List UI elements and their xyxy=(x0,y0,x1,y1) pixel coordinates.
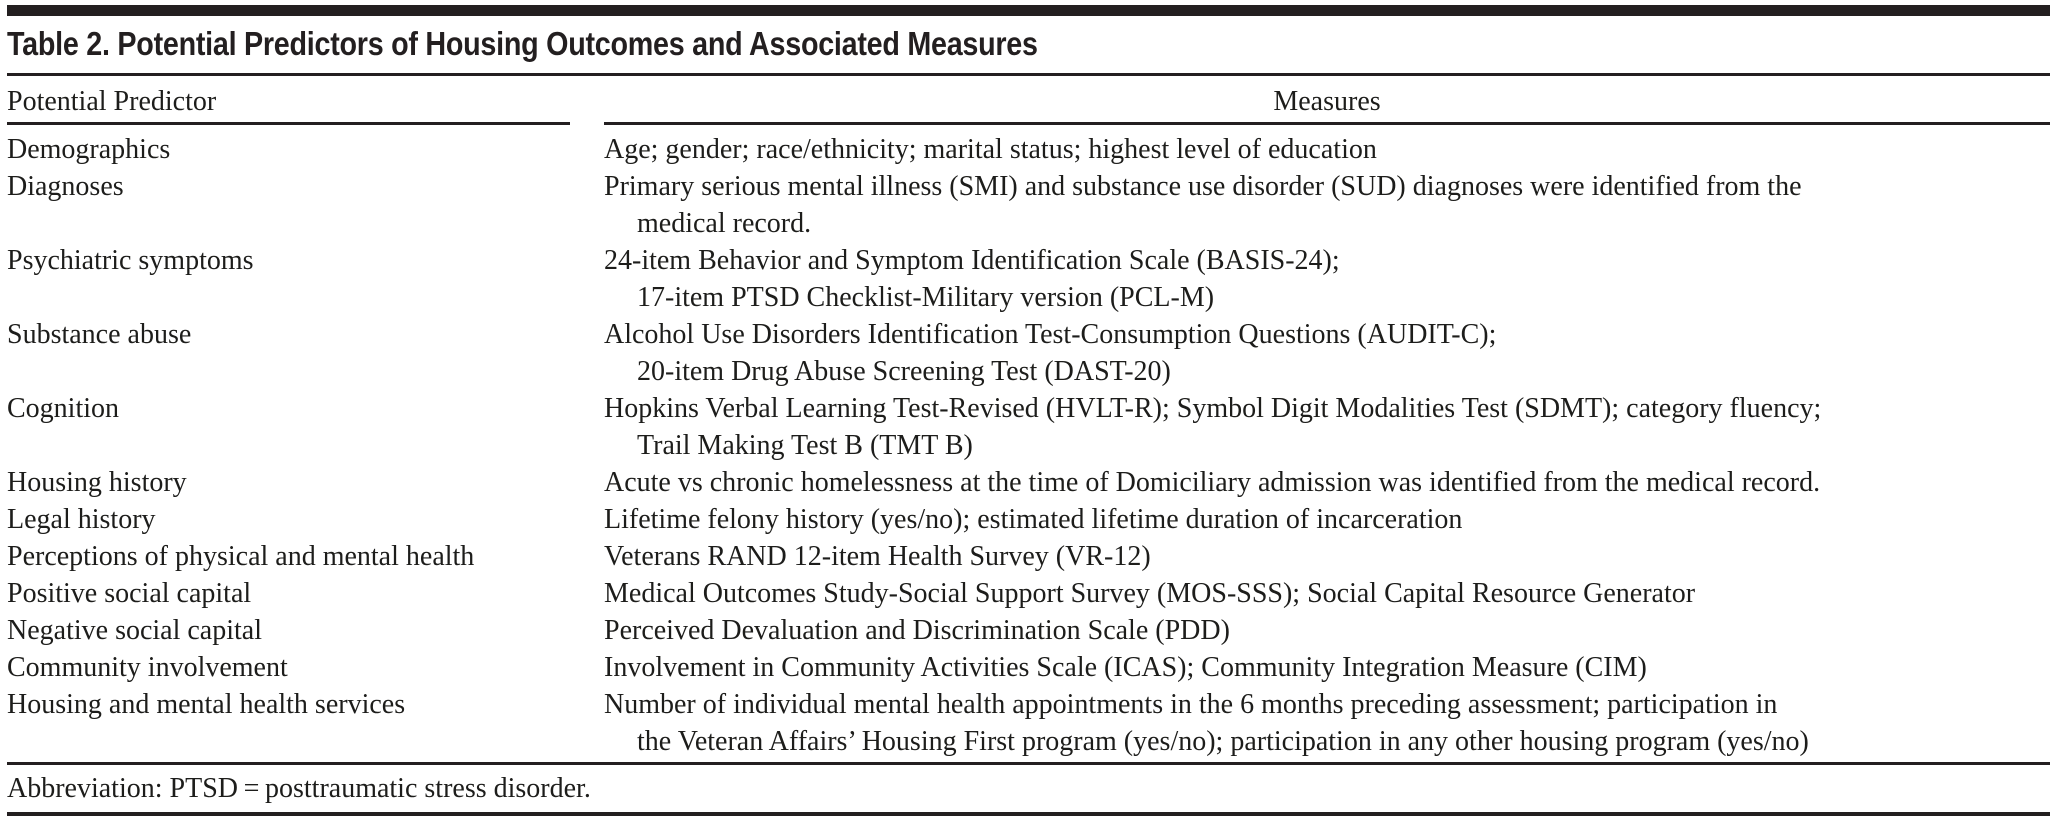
measure-line: 20-item Drug Abuse Screening Test (DAST-20) xyxy=(637,356,1171,387)
measures-cell xyxy=(604,649,2050,686)
table-row xyxy=(7,575,2050,612)
column-header-measures: Measures xyxy=(604,83,2050,125)
measure-line: Perceived Devaluation and Discrimination Scale (PDD) xyxy=(604,615,1230,646)
table-footnote: Abbreviation: PTSD = posttraumatic stress disorder. xyxy=(7,765,2050,816)
predictor-cell: Perceptions of physical and mental health xyxy=(7,541,475,572)
measure-line: Alcohol Use Disorders Identification Test-Consumption Questions (AUDIT-C); xyxy=(604,319,1497,350)
predictor-cell: Substance abuse xyxy=(7,319,192,350)
table-row xyxy=(7,649,2050,686)
predictor-cell: Legal history xyxy=(7,504,156,535)
table-row xyxy=(7,501,2050,538)
table-row xyxy=(7,464,2050,501)
measure-line: Lifetime felony history (yes/no); estimated lifetime duration of incarceration xyxy=(604,504,1463,535)
measure-line: Acute vs chronic homelessness at the time of Domiciliary admission was identified from the medical record. xyxy=(604,467,1821,498)
predictor-cell: Diagnoses xyxy=(7,171,124,202)
measure-line: the Veteran Affairs’ Housing First program (yes/no); participation in any other housing program (yes/no) xyxy=(637,726,1809,757)
table-row xyxy=(7,612,2050,649)
measure-line: Trail Making Test B (TMT B) xyxy=(637,430,973,461)
measure-line: medical record. xyxy=(637,208,812,239)
measures-cell xyxy=(604,390,2050,464)
predictor-cell: Psychiatric symptoms xyxy=(7,245,254,276)
predictor-cell: Cognition xyxy=(7,393,120,424)
measures-cell xyxy=(604,242,2050,316)
predictor-cell: Housing history xyxy=(7,467,187,498)
measures-cell xyxy=(604,131,2050,168)
table-title-block xyxy=(7,24,2050,76)
measures-cell xyxy=(604,464,2050,501)
table-row xyxy=(7,242,2050,316)
table-row xyxy=(7,390,2050,464)
predictor-cell: Community involvement xyxy=(7,652,288,683)
predictor-cell: Positive social capital xyxy=(7,578,252,609)
table-title: Table 2. Potential Predictors of Housing Outcomes and Associated Measures xyxy=(7,25,1038,62)
predictor-cell: Demographics xyxy=(7,134,171,165)
measure-line: Number of individual mental health appointments in the 6 months preceding assessment; participation in xyxy=(604,689,1778,720)
measures-cell xyxy=(604,501,2050,538)
measure-line: Veterans RAND 12-item Health Survey (VR-12) xyxy=(604,541,1151,572)
table-body xyxy=(7,125,2050,765)
table-row xyxy=(7,538,2050,575)
measure-line: 24-item Behavior and Symptom Identification Scale (BASIS-24); xyxy=(604,245,1340,276)
table2-container xyxy=(7,5,2050,816)
measure-line: Involvement in Community Activities Scale (ICAS); Community Integration Measure (CIM) xyxy=(604,652,1647,683)
table-row xyxy=(7,686,2050,760)
table-row xyxy=(7,316,2050,390)
measure-line: Age; gender; race/ethnicity; marital status; highest level of education xyxy=(604,134,1377,165)
top-accent-bar xyxy=(7,5,2050,16)
predictor-cell: Negative social capital xyxy=(7,615,262,646)
measures-cell xyxy=(604,612,2050,649)
column-header-row xyxy=(7,76,2050,125)
table-row xyxy=(7,168,2050,242)
measure-line: 17-item PTSD Checklist-Military version (PCL-M) xyxy=(637,282,1215,313)
measure-line: Primary serious mental illness (SMI) and substance use disorder (SUD) diagnoses were identified from the xyxy=(604,171,1802,202)
measures-cell xyxy=(604,686,2050,760)
measures-cell xyxy=(604,538,2050,575)
table-row xyxy=(7,131,2050,168)
measures-cell xyxy=(604,168,2050,242)
measures-cell xyxy=(604,575,2050,612)
predictor-cell: Housing and mental health services xyxy=(7,689,406,720)
column-header-predictor: Potential Predictor xyxy=(7,83,570,125)
measures-cell xyxy=(604,316,2050,390)
measure-line: Hopkins Verbal Learning Test-Revised (HVLT-R); Symbol Digit Modalities Test (SDMT); category fluency; xyxy=(604,393,1822,424)
measure-line: Medical Outcomes Study-Social Support Survey (MOS-SSS); Social Capital Resource Generator xyxy=(604,578,1696,609)
